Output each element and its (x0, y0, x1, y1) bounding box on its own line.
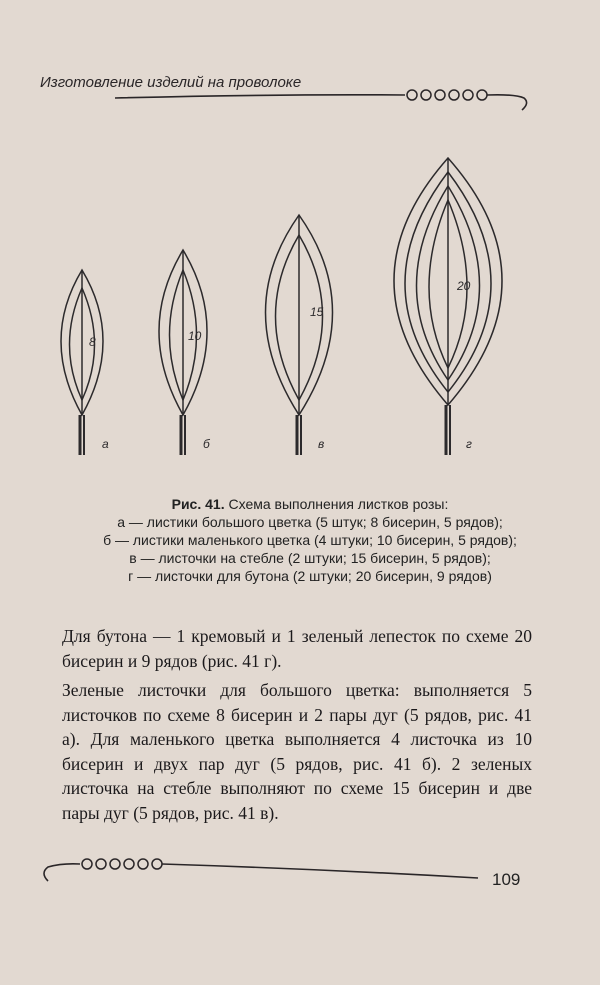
caption-line: в — листочки на стебле (2 штуки; 15 бисерин, 5 рядов); (129, 550, 491, 566)
caption-line: а — листики большого цветка (5 штук; 8 бисерин, 5 рядов); (117, 514, 503, 530)
leaf-letter-g: г (466, 437, 472, 451)
leaf-letter-a: а (102, 437, 109, 451)
leaf-count-b: 10 (188, 329, 202, 343)
running-title: Изготовление изделий на проволоке (40, 74, 302, 91)
leaf-count-g: 20 (457, 279, 471, 293)
leaf-scheme-g (394, 158, 502, 455)
leaf-schemes-figure (0, 150, 600, 480)
leaf-scheme-a (61, 270, 103, 455)
caption-label: Рис. 41. (171, 496, 225, 512)
page-number: 109 (492, 870, 521, 889)
caption-title: Схема выполнения листков розы: (228, 496, 449, 512)
header-ornament (0, 70, 600, 120)
leaf-letter-v: в (318, 437, 325, 451)
caption-line: г — листочки для бутона (2 штуки; 20 бисерин, 9 рядов) (128, 568, 492, 584)
caption-line: б — листики маленького цветка (4 штуки; 10 бисерин, 5 рядов); (103, 532, 517, 548)
leaf-letter-b: б (203, 437, 210, 451)
leaf-scheme-v (266, 215, 333, 455)
body-text (62, 624, 532, 830)
leaf-count-a: 8 (89, 335, 96, 349)
figure-caption (30, 495, 590, 585)
caption-heading (30, 495, 590, 513)
paragraph: Для бутона — 1 кремовый и 1 зеленый лепесток по схеме 20 бисерин и 9 рядов (рис. 41 г). (62, 626, 532, 671)
paragraph: Зеленые листочки для большого цветка: выполняется 5 листочков по схеме 8 бисерин и 2 пары дуг (5 рядов, рис. 41 а). Для маленького цветка выполняется 4 листочка из 10 бисерин и двух пар дуг (5 рядов, рис. 41 б). 2 зеленых листочка на стебле выполняют по схеме 15 бисерин и две пары дуг (5 рядов, рис. 41 в). (62, 680, 532, 823)
leaf-scheme-b (159, 250, 207, 455)
leaf-count-v: 15 (310, 305, 324, 319)
